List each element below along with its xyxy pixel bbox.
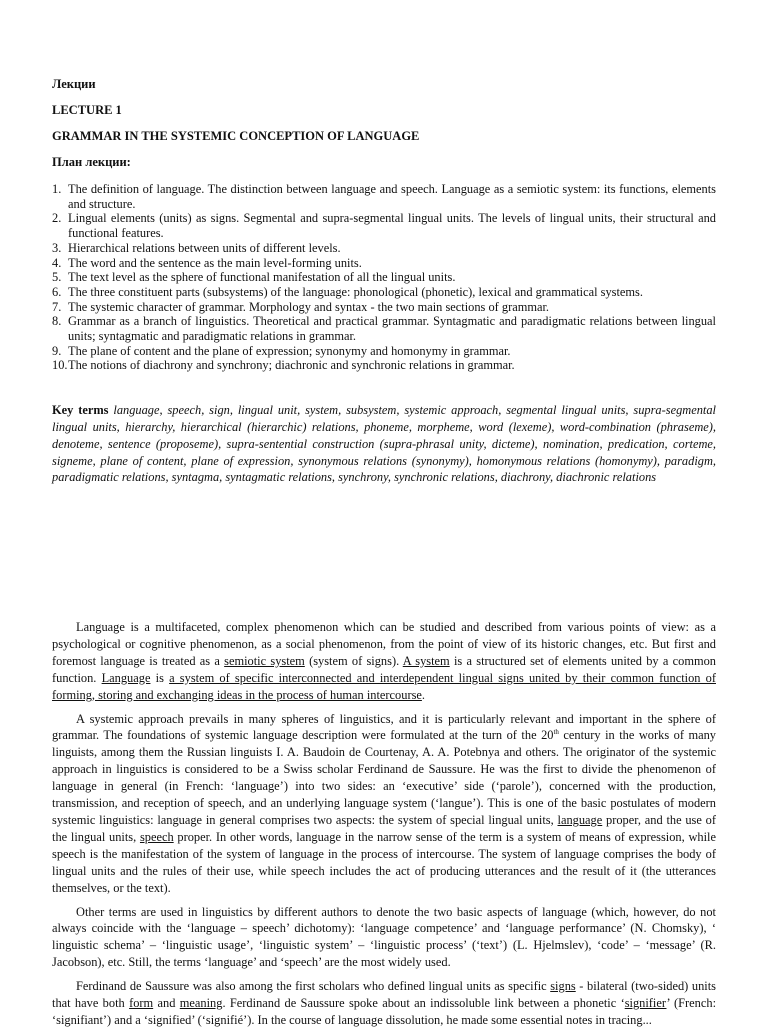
list-item bbox=[52, 344, 716, 359]
list-item-text: Grammar as a branch of linguistics. Theoretical and practical grammar. Syntagmatic and paradigmatic relations between lingual units; syntagmatic and paradigmatic relations in grammar. bbox=[68, 314, 716, 344]
term-signifier: signifier bbox=[624, 996, 667, 1011]
p2-text-4: proper. In other words, language in the narrow sense of the term is a system of means of expression, while speech is the manifestation of the system of language in the process of intercourse. The system of language comprises the body of lingual units and the rules of their use, while speech includes the act of producing utterances and the result of it (the utterances themselves, or the text). bbox=[52, 829, 716, 895]
list-item-text: The text level as the sphere of functional manifestation of all the lingual units. bbox=[68, 270, 456, 285]
list-item bbox=[52, 314, 716, 343]
list-item bbox=[52, 241, 716, 256]
list-item-text: Hierarchical relations between units of different levels. bbox=[68, 240, 341, 255]
language-definition: a system of specific interconnected and interdependent lingual signs united by their common function of forming, storing and exchanging ideas in the process of human intercourse bbox=[52, 670, 716, 702]
list-item-text: Lingual elements (units) as signs. Segmental and supra-segmental lingual units. The levels of lingual units, their structural and functional features. bbox=[68, 211, 716, 241]
key-terms-paragraph bbox=[52, 402, 716, 486]
list-item bbox=[52, 358, 716, 373]
list-item-number: 3. bbox=[52, 240, 62, 255]
p2-text-3: proper, and the use of the lingual units, bbox=[52, 812, 716, 844]
list-item-text: The plane of content and the plane of expression; synonymy and homonymy in grammar. bbox=[68, 343, 511, 358]
p1-text-4: is bbox=[150, 670, 170, 685]
p1-text-1: Language is a multifaceted, complex phenomenon which can be studied and described from various points of view: as a psychological or cognitive phenomenon, as a social phenomenon, from the point of view of its historic changes, etc. But first and foremost language is treated as a bbox=[52, 620, 716, 668]
list-item-text: The notions of diachrony and synchrony; diachronic and synchronic relations in grammar. bbox=[68, 358, 515, 373]
p2-text-1: A systemic approach prevails in many spheres of linguistics, and it is particularly relevant and important in the sphere of grammar. The foundations of systemic language description were formulated at the turn of the 20 bbox=[52, 711, 716, 743]
lecture-header-section bbox=[52, 76, 716, 499]
term-signs: signs bbox=[550, 979, 576, 994]
list-item-text: The systemic character of grammar. Morphology and syntax - the two main sections of grammar. bbox=[68, 299, 550, 314]
p1-text-3: is a structured set of elements united by a common function. bbox=[52, 653, 716, 685]
list-item-number: 4. bbox=[52, 255, 62, 270]
superscript-th: th bbox=[553, 728, 559, 737]
list-item bbox=[52, 211, 716, 240]
p4-text-2: - bilateral (two-sided) units that have both bbox=[52, 979, 716, 1011]
list-item-number: 5. bbox=[52, 270, 62, 285]
list-item-number: 9. bbox=[52, 343, 62, 358]
list-item-number: 6. bbox=[52, 284, 62, 299]
p4-text-4: . Ferdinand de Saussure spoke about an indissoluble link between a phonetic ‘ bbox=[222, 996, 625, 1011]
list-item bbox=[52, 256, 716, 271]
p2-text-2: century in the works of many linguists, among them the Russian linguists I. A. Baudoin de Courtenay, A. A. Potebnya and others. The originator of the systemic approach in linguistics is considered to be a Swiss scholar Ferdinand de Saussure. He was the first to divide the phenomenon of language in general (in French: ‘language’) into two sides: an ‘executive’ side (‘parole’), concerned with the production, transmission, and reception of speech, and an underlying language system (‘langue’). This is one of the basic postulates of modern systemic linguistics: language in general comprises two aspects: the system of special lingual units, bbox=[52, 728, 716, 827]
body-paragraph-2 bbox=[52, 711, 716, 897]
list-item bbox=[52, 182, 716, 211]
list-item-number: 7. bbox=[52, 299, 62, 314]
term-language: Language bbox=[101, 670, 151, 685]
body-paragraph-4 bbox=[52, 978, 716, 1029]
list-item bbox=[52, 270, 716, 285]
list-item bbox=[52, 285, 716, 300]
p1-text-5: . bbox=[421, 687, 426, 702]
term-speech-proper: speech bbox=[139, 829, 174, 844]
list-item-text: The three constituent parts (subsystems) of the language: phonological (phonetic), lexical and grammatical systems. bbox=[68, 284, 643, 299]
body-paragraph-3: Other terms are used in linguistics by different authors to denote the two basic aspects of language (which, however, do not always coincide with the ‘language – speech’ dichotomy): ‘language competence’ and ‘language performance’ (N. Chomsky), ‘ linguistic schema’ – ‘linguistic usage’, ‘linguistic system’ – ‘linguistic process’ (‘text’) (L. Hjelmslev), ‘code’ – ‘message’ (R. Jacobson), etc. Still, the terms ‘language’ and ‘speech’ are the most widely used. bbox=[52, 904, 716, 970]
list-item-number: 10. bbox=[52, 358, 68, 373]
lecture-body bbox=[52, 619, 716, 1036]
p4-text-5: ’ (French: ‘signifiant’) and a ‘signified’ (‘signifié’). In the course of language dissolution, he made some essential notes in tracing... bbox=[52, 996, 717, 1027]
list-item bbox=[52, 300, 716, 315]
list-item-text: The definition of language. The distinction between language and speech. Language as a semiotic system: its functions, elements and structure. bbox=[68, 182, 716, 211]
term-form: form bbox=[129, 996, 154, 1011]
p4-text-1: Ferdinand de Saussure was also among the first scholars who defined lingual units as specific bbox=[76, 979, 551, 994]
list-item-number: 2. bbox=[52, 211, 62, 226]
lectures-heading: Лекции bbox=[52, 77, 96, 91]
list-item-text: The word and the sentence as the main level-forming units. bbox=[68, 255, 362, 270]
plan-heading: План лекции: bbox=[52, 155, 131, 169]
term-language-proper: language bbox=[557, 812, 603, 827]
p4-text-3: and bbox=[153, 996, 180, 1011]
lecture-number: LECTURE 1 bbox=[52, 103, 122, 117]
lecture-plan-list bbox=[52, 182, 716, 373]
term-a-system: A system bbox=[402, 653, 450, 668]
list-item-number: 8. bbox=[52, 314, 62, 329]
term-meaning: meaning bbox=[179, 996, 223, 1011]
key-terms-text: language, speech, sign, lingual unit, system, subsystem, systemic approach, segmental lingual units, supra-segmental lingual units, hierarchy, hierarchical (hierarchic) relations, phoneme, morpheme, word (lexeme), word-combination (phraseme), denoteme, sentence (proposeme), supra-sentential construction (supra-phrasal unity, dicteme), nomination, predication, corteme, signeme, plane of content, plane of expression, synonymous relations (synonymy), homonymous relations (homonymy), paradigm, paradigmatic relations, syntagma, syntagmatic relations, synchrony, synchronic relations, diachrony, diachronic relations bbox=[52, 403, 716, 485]
p1-text-2: (system of signs). bbox=[304, 653, 403, 668]
key-terms-label: Key terms bbox=[52, 403, 109, 418]
body-paragraph-1 bbox=[52, 619, 716, 704]
list-item-number: 1. bbox=[52, 182, 62, 196]
lecture-title: GRAMMAR IN THE SYSTEMIC CONCEPTION OF LANGUAGE bbox=[52, 129, 420, 143]
term-semiotic-system: semiotic system bbox=[224, 653, 305, 668]
